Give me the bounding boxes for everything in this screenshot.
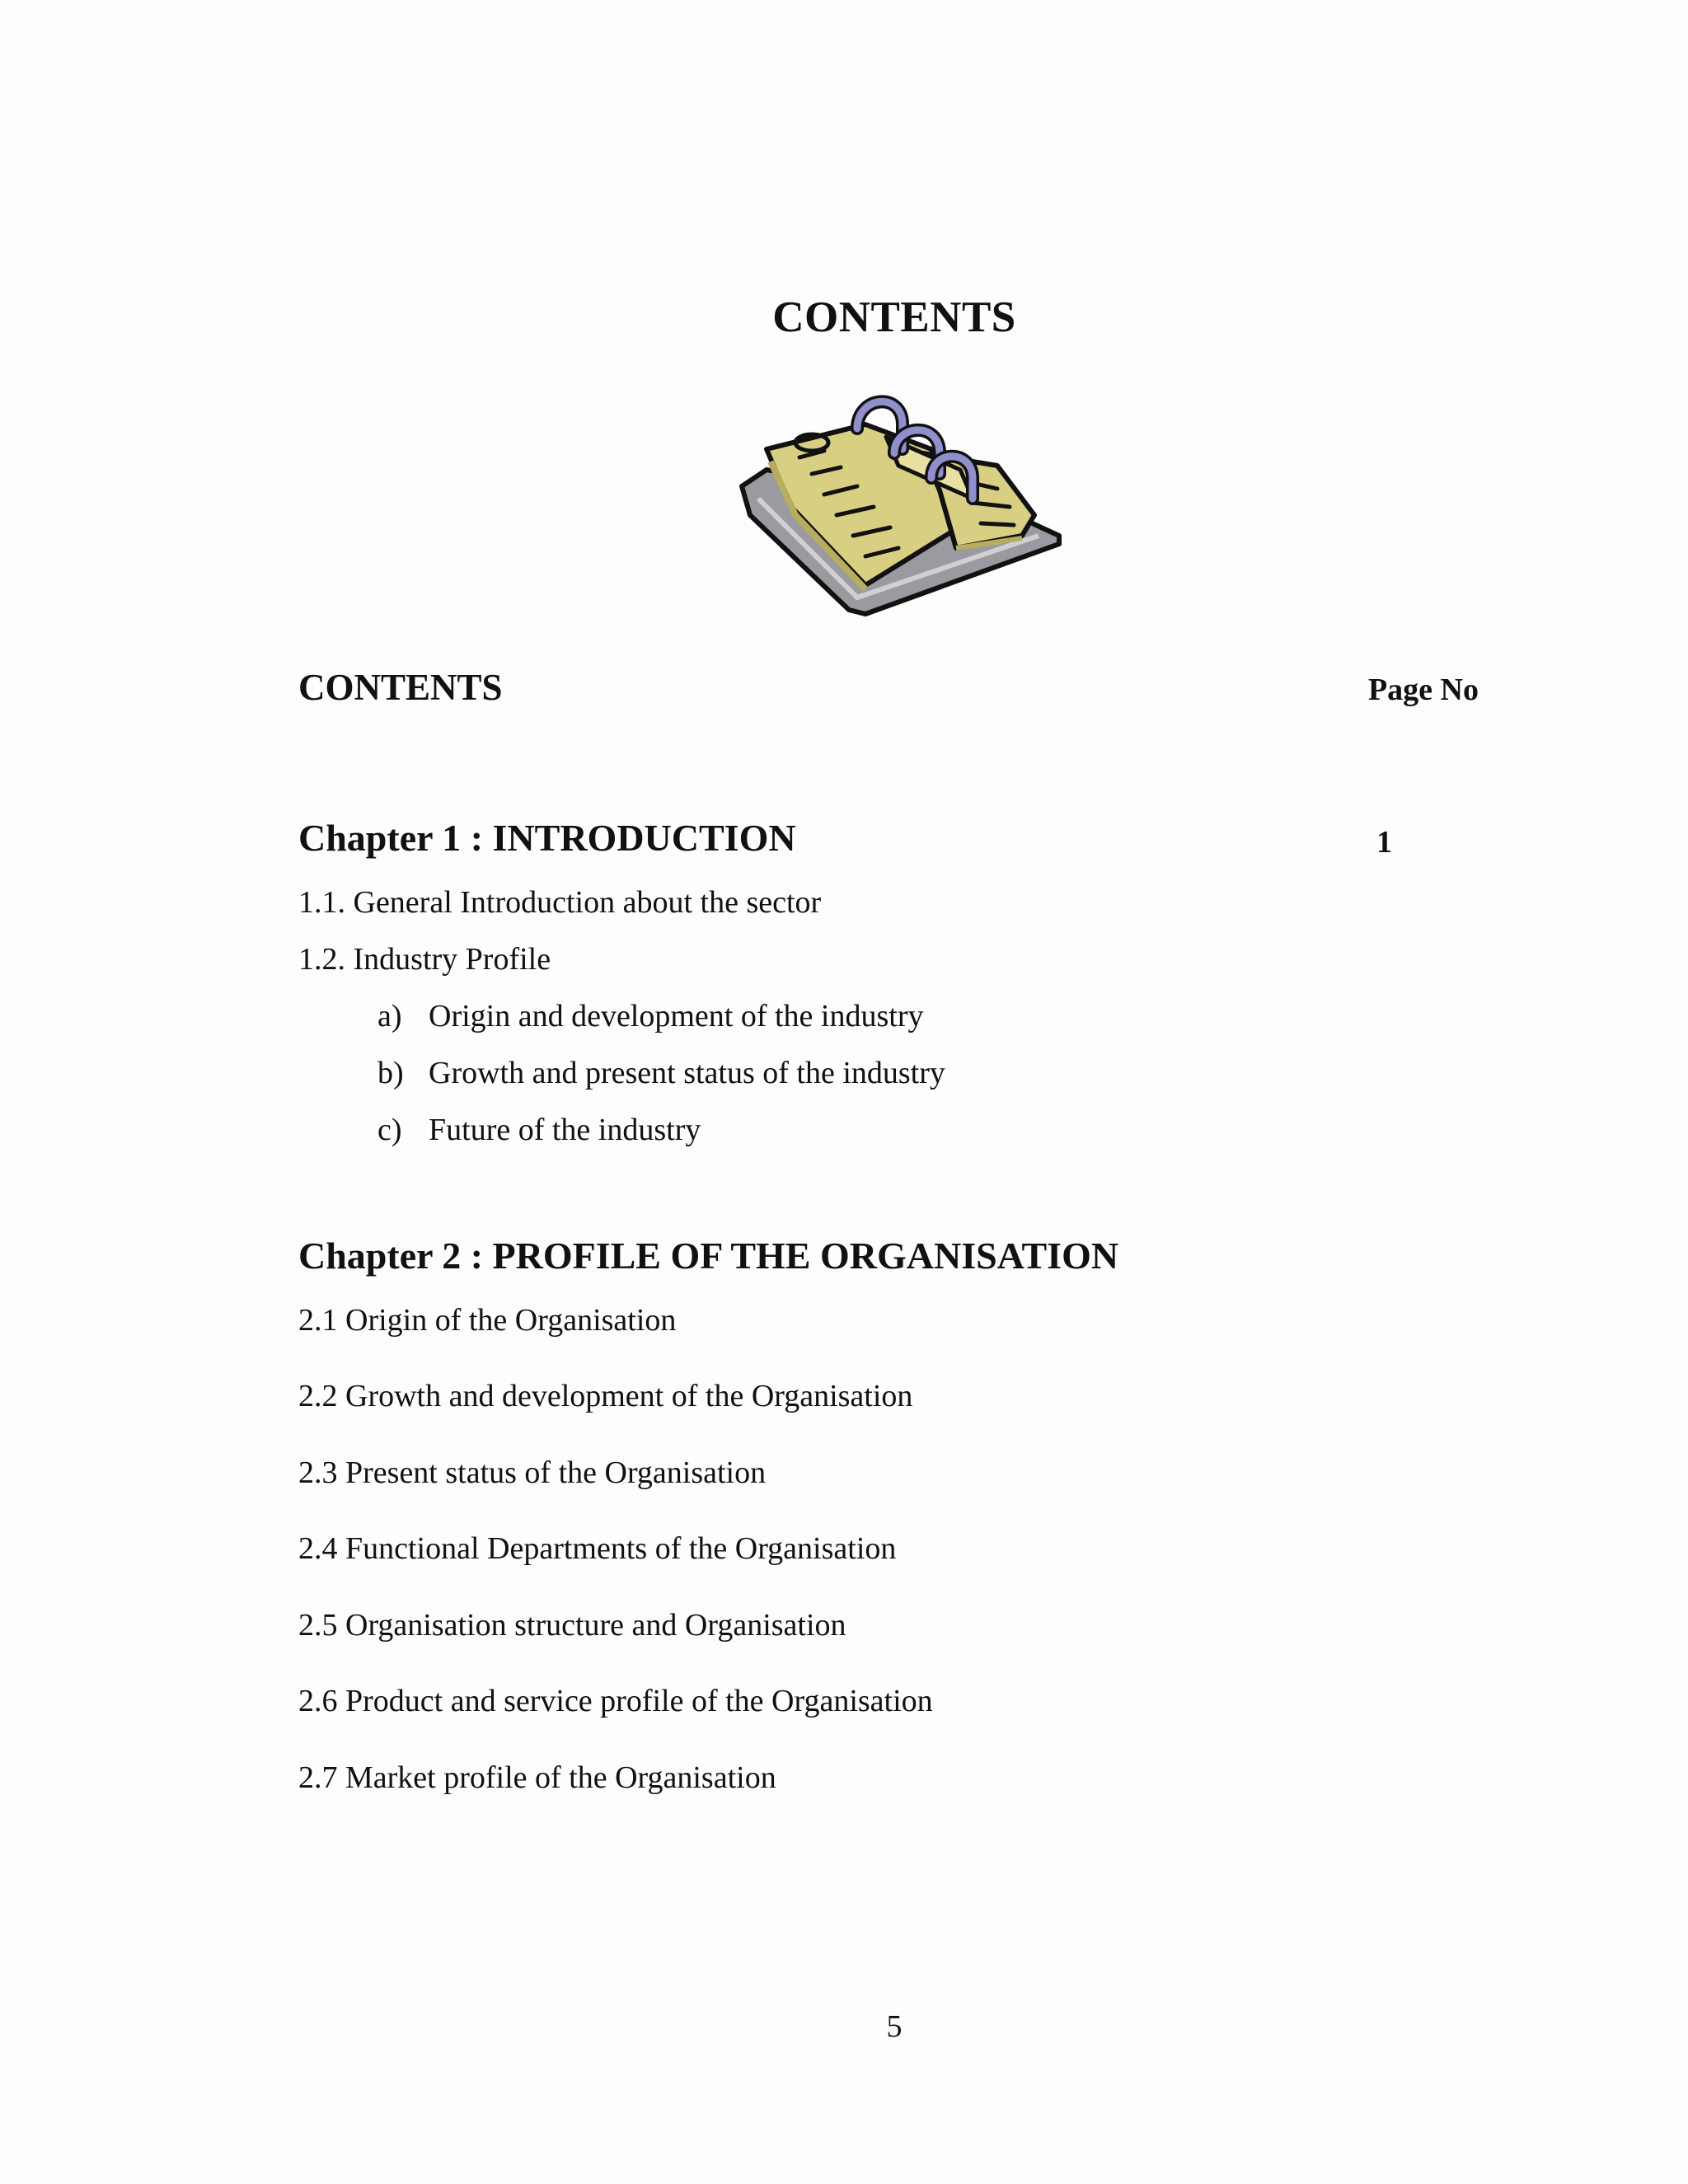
toc-entry: 2.1 Origin of the Organisation	[298, 1303, 677, 1338]
sub-entry-text: Growth and present status of the industry	[429, 1056, 945, 1090]
sub-entry-marker: c)	[377, 1113, 402, 1147]
contents-label: CONTENTS	[298, 667, 503, 708]
chapter-1-heading: Chapter 1 : INTRODUCTION	[298, 817, 796, 859]
chapter-2-heading: Chapter 2 : PROFILE OF THE ORGANISATION	[298, 1235, 1119, 1277]
ring-binder-book-icon	[734, 391, 1063, 622]
sub-entry-text: Origin and development of the industry	[429, 999, 924, 1033]
toc-entry: 2.6 Product and service profile of the Organisation	[298, 1684, 933, 1718]
toc-entry: 2.5 Organisation structure and Organisation	[298, 1608, 846, 1643]
page-number: 5	[886, 2009, 903, 2044]
toc-header	[298, 666, 1479, 715]
page-no-label: Page No	[1367, 673, 1479, 707]
toc-entry: 2.3 Present status of the Organisation	[298, 1455, 767, 1490]
sub-entry-text: Future of the industry	[429, 1113, 701, 1147]
toc-entry: 2.7 Market profile of the Organisation	[298, 1760, 776, 1795]
toc-entry: 1.1. General Introduction about the sector	[298, 885, 822, 920]
chapter-1-page: 1	[1376, 825, 1392, 860]
toc-entry: 1.2. Industry Profile	[298, 942, 551, 977]
sub-entry-marker: b)	[377, 1056, 404, 1090]
sub-entry-marker: a)	[377, 999, 402, 1033]
toc-entry: 2.4 Functional Departments of the Organisation	[298, 1531, 897, 1566]
toc-entry: 2.2 Growth and development of the Organisation	[298, 1379, 913, 1413]
page-title: CONTENTS	[772, 293, 1016, 341]
